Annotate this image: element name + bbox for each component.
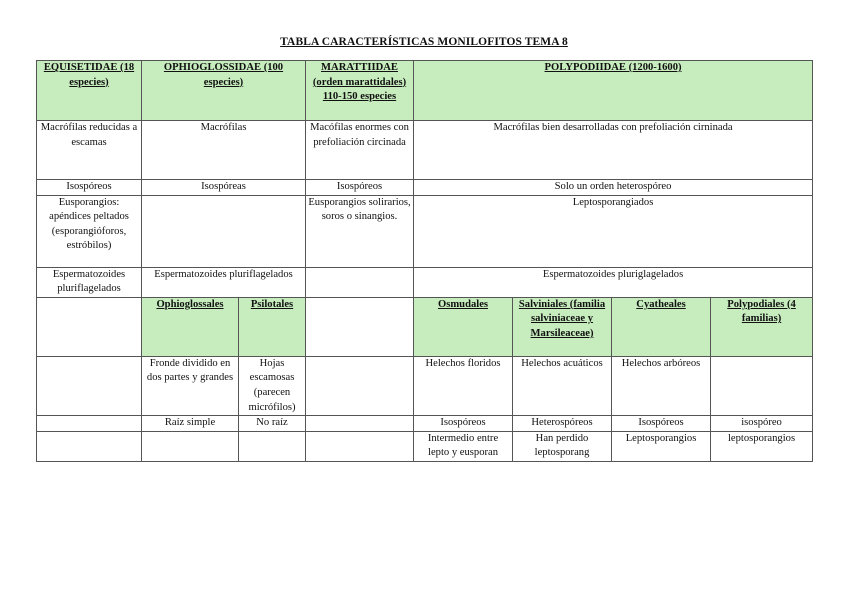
cell-raiz-empty-2 [306, 416, 414, 432]
cell-esporas-ophioglossidae: Isospóreas [142, 180, 306, 196]
cell-esporangios-polypodiidae: Leptosporangiados [414, 195, 813, 267]
cell-esperm-polypodiidae: Espermatozoides pluriglagelados [414, 267, 813, 297]
order-polypodiales: Polypodiales (4 familias) [711, 297, 813, 356]
cell-raiz-cyatheales: Isospóreos [612, 416, 711, 432]
cell-esporangios-ophioglossidae [142, 195, 306, 267]
cell-tipo-salviniales: Han perdido leptosporang [513, 431, 612, 461]
cell-esporangios-equisetidae: Eusporangios: apéndices peltados (esporangióforos, estróbilos) [37, 195, 142, 267]
cell-tipo-empty-3 [239, 431, 306, 461]
cell-raiz-polypodiales: isospóreo [711, 416, 813, 432]
cell-desc-empty-1 [37, 356, 142, 415]
row-orders [37, 297, 813, 356]
cell-tipo-cyatheales: Leptosporangios [612, 431, 711, 461]
cell-hojas-ophioglossidae: Macrófilas [142, 121, 306, 180]
cell-raiz-ophioglossales: Raíz simple [142, 416, 239, 432]
cell-tipo-empty-2 [142, 431, 239, 461]
cell-raiz-empty-1 [37, 416, 142, 432]
cell-esperm-ophioglossidae: Espermatozoides pluriflagelados [142, 267, 306, 297]
cell-hojas-equisetidae: Macrófilas reducidas a escamas [37, 121, 142, 180]
cell-esporas-polypodiidae: Solo un orden heterospóreo [414, 180, 813, 196]
order-ophioglossales: Ophioglossales [142, 297, 239, 356]
cell-desc-empty-2 [306, 356, 414, 415]
row-hojas [37, 121, 813, 180]
cell-desc-psilotales: Hojas escamosas (parecen micrófilos) [239, 356, 306, 415]
cell-orders-empty-1 [37, 297, 142, 356]
cell-tipo-empty-1 [37, 431, 142, 461]
cell-raiz-psilotales: No raíz [239, 416, 306, 432]
cell-desc-salviniales: Helechos acuáticos [513, 356, 612, 415]
cell-desc-ophioglossales: Fronde dividido en dos partes y grandes [142, 356, 239, 415]
cell-hojas-polypodiidae: Macrófilas bien desarrolladas con prefoliación cirninada [414, 121, 813, 180]
cell-hojas-marattiidae: Macófilas enormes con prefoliación circinada [306, 121, 414, 180]
row-esporangio-tipo [37, 431, 813, 461]
cell-desc-cyatheales: Helechos arbóreos [612, 356, 711, 415]
cell-raiz-osmudales: Isospóreos [414, 416, 513, 432]
cell-tipo-polypodiales: leptosporangios [711, 431, 813, 461]
cell-orders-empty-2 [306, 297, 414, 356]
cell-desc-osmudales: Helechos floridos [414, 356, 513, 415]
row-raiz-esporas [37, 416, 813, 432]
header-equisetidae: EQUISETIDAE (18 especies) [37, 61, 142, 121]
header-ophioglossidae: OPHIOGLOSSIDAE (100 especies) [142, 61, 306, 121]
monilofitos-table [36, 60, 813, 462]
order-salviniales: Salviniales (familia salviniaceae y Marsileaceae) [513, 297, 612, 356]
order-osmudales: Osmudales [414, 297, 513, 356]
header-marattiidae: MARATTIIDAE (orden marattidales) 110-150 especies [306, 61, 414, 121]
cell-tipo-osmudales: Intermedio entre lepto y eusporan [414, 431, 513, 461]
cell-esporas-equisetidae: Isospóreos [37, 180, 142, 196]
document-title: TABLA CARACTERÍSTICAS MONILOFITOS TEMA 8 [280, 36, 568, 48]
order-psilotales: Psilotales [239, 297, 306, 356]
cell-esperm-marattiidae [306, 267, 414, 297]
order-cyatheales: Cyatheales [612, 297, 711, 356]
cell-raiz-salviniales: Heterospóreos [513, 416, 612, 432]
row-esporas [37, 180, 813, 196]
header-row [37, 61, 813, 121]
cell-esporangios-marattiidae: Eusporangios solirarios, soros o sinangios. [306, 195, 414, 267]
header-polypodiidae: POLYPODIIDAE (1200-1600) [414, 61, 813, 121]
cell-esperm-equisetidae: Espermatozoides pluriflagelados [37, 267, 142, 297]
cell-tipo-empty-4 [306, 431, 414, 461]
cell-esporas-marattiidae: Isospóreos [306, 180, 414, 196]
row-descripcion [37, 356, 813, 415]
row-esporangios [37, 195, 813, 267]
cell-desc-polypodiales [711, 356, 813, 415]
row-espermatozoides [37, 267, 813, 297]
